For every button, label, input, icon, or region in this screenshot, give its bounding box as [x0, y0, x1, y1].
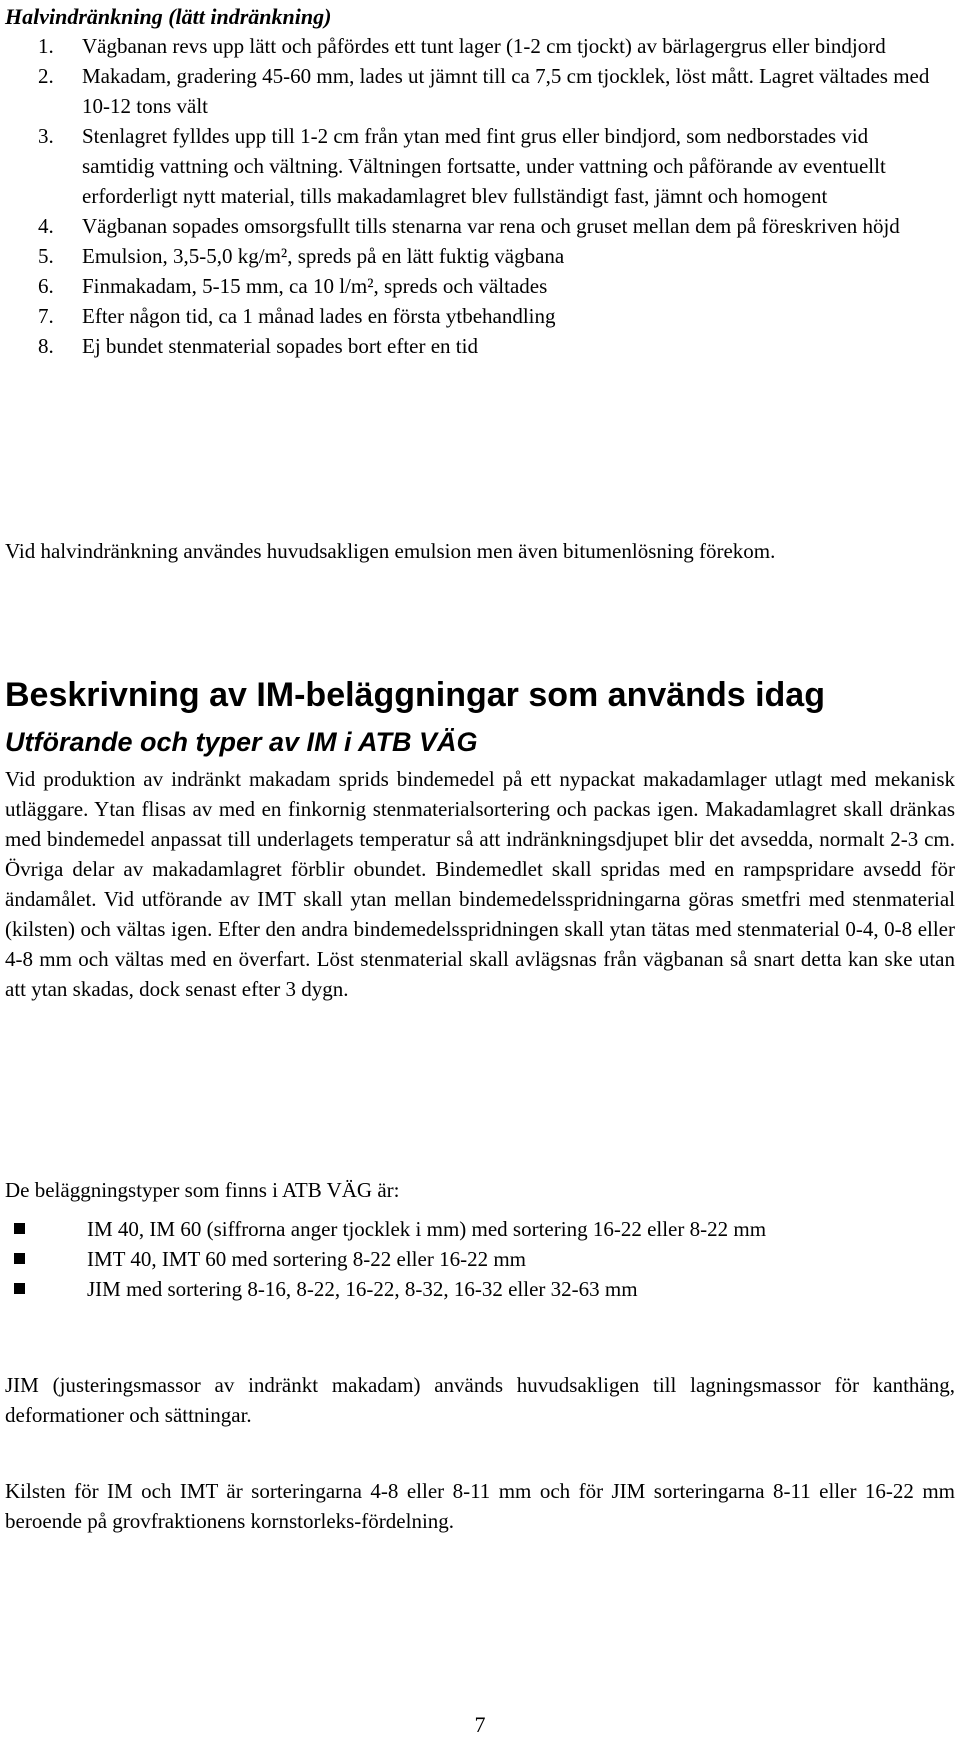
list-item: [38, 271, 930, 301]
item-number: 2.: [38, 64, 54, 88]
sub-heading: Utförande och typer av IM i ATB VÄG: [5, 727, 478, 757]
list-item: [38, 121, 930, 211]
kilsten-paragraph: Kilsten för IM och IMT är sorteringarna 4-8 eller 8-11 mm och för JIM sorteringarna 8-11 eller 16-22 mm beroende på grovfraktionens kornstorleks-fördelning.: [5, 1479, 955, 1533]
square-bullet-icon: [14, 1253, 25, 1264]
item-text: IM 40, IM 60 (siffrorna anger tjocklek i mm) med sortering 16-22 eller 8-22 mm: [87, 1217, 767, 1241]
list-item: [38, 211, 930, 241]
list-item: [38, 61, 930, 121]
list-item: [5, 1214, 955, 1244]
steps-list: [38, 31, 930, 361]
item-text: Makadam, gradering 45-60 mm, lades ut jämnt till ca 7,5 cm tjocklek, löst mått. Lagret vältades med 10-12 tons vält: [82, 64, 930, 118]
types-intro: De beläggningstyper som finns i ATB VÄG är:: [5, 1178, 400, 1202]
list-item: [38, 331, 930, 361]
item-number: 1.: [38, 34, 54, 58]
list-item: [38, 301, 930, 331]
item-number: 3.: [38, 124, 54, 148]
item-text: Finmakadam, 5-15 mm, ca 10 l/m², spreds och vältades: [82, 274, 548, 298]
list-item: [5, 1244, 955, 1274]
item-number: 5.: [38, 244, 54, 268]
item-text: Ej bundet stenmaterial sopades bort efter en tid: [82, 334, 478, 358]
item-text: Stenlagret fylldes upp till 1-2 cm från ytan med fint grus eller bindjord, som nedborstades vid samtidig vattning och vältning. Vältningen fortsatte, under vattning och påförande av eventuellt erforderligt nytt material, tills makadamlagret blev fullständigt fast, jämnt och homogent: [82, 124, 886, 208]
main-heading: Beskrivning av IM-beläggningar som används idag: [5, 676, 825, 714]
item-text: Emulsion, 3,5-5,0 kg/m², spreds på en lätt fuktig vägbana: [82, 244, 565, 268]
square-bullet-icon: [14, 1283, 25, 1294]
square-bullet-icon: [14, 1223, 25, 1234]
item-text: Efter någon tid, ca 1 månad lades en första ytbehandling: [82, 304, 556, 328]
jim-paragraph: JIM (justeringsmassor av indränkt makadam) används huvudsakligen till lagningsmassor för kanthäng, deformationer och sättningar.: [5, 1373, 955, 1427]
item-number: 8.: [38, 334, 54, 358]
item-number: 6.: [38, 274, 54, 298]
list-item: [38, 31, 930, 61]
page-number: 7: [474, 1712, 486, 1737]
item-text: JIM med sortering 8-16, 8-22, 16-22, 8-32, 16-32 eller 32-63 mm: [87, 1277, 638, 1301]
types-list: [5, 1214, 955, 1304]
list-item: [38, 241, 930, 271]
item-text: IMT 40, IMT 60 med sortering 8-22 eller 16-22 mm: [87, 1247, 526, 1271]
body-paragraph: Vid produktion av indränkt makadam sprids bindemedel på ett nypackat makadamlager utlagt med mekanisk utläggare. Ytan flisas av med en finkornig stenmaterialsortering och packas igen. Makadamlagret skall dränkas med bindemedel anpassat till underlagets temperatur så att indränkningsdjupet blir det avsedda, normalt 2-3 cm. Övriga delar av makadamlagret förblir obundet. Bindemedlet skall spridas med en rampspridare avsedd för ändamålet. Vid utförande av IMT skall ytan mellan bindemedelsspridningarna göras smetfri med stenmaterial (kilsten) och vältas igen. Efter den andra bindemedelsspridningen skall ytan tätas med stenmaterial 0-4, 0-8 eller 4-8 mm och vältas med en överfart. Löst stenmaterial skall avlägsnas från vägbanan så snart detta kan ske utan att ytan skadas, dock senast efter 3 dygn.: [5, 767, 955, 1001]
item-number: 4.: [38, 214, 54, 238]
list-item: [5, 1274, 955, 1304]
item-text: Vägbanan sopades omsorgsfullt tills stenarna var rena och gruset mellan dem på föreskriven höjd: [82, 214, 900, 238]
section-heading: Halvindränkning (lätt indränkning): [5, 4, 332, 29]
note-paragraph: Vid halvindränkning användes huvudsakligen emulsion men även bitumenlösning förekom.: [5, 539, 776, 563]
item-text: Vägbanan revs upp lätt och påfördes ett tunt lager (1-2 cm tjockt) av bärlagergrus eller bindjord: [82, 34, 886, 58]
item-number: 7.: [38, 304, 54, 328]
